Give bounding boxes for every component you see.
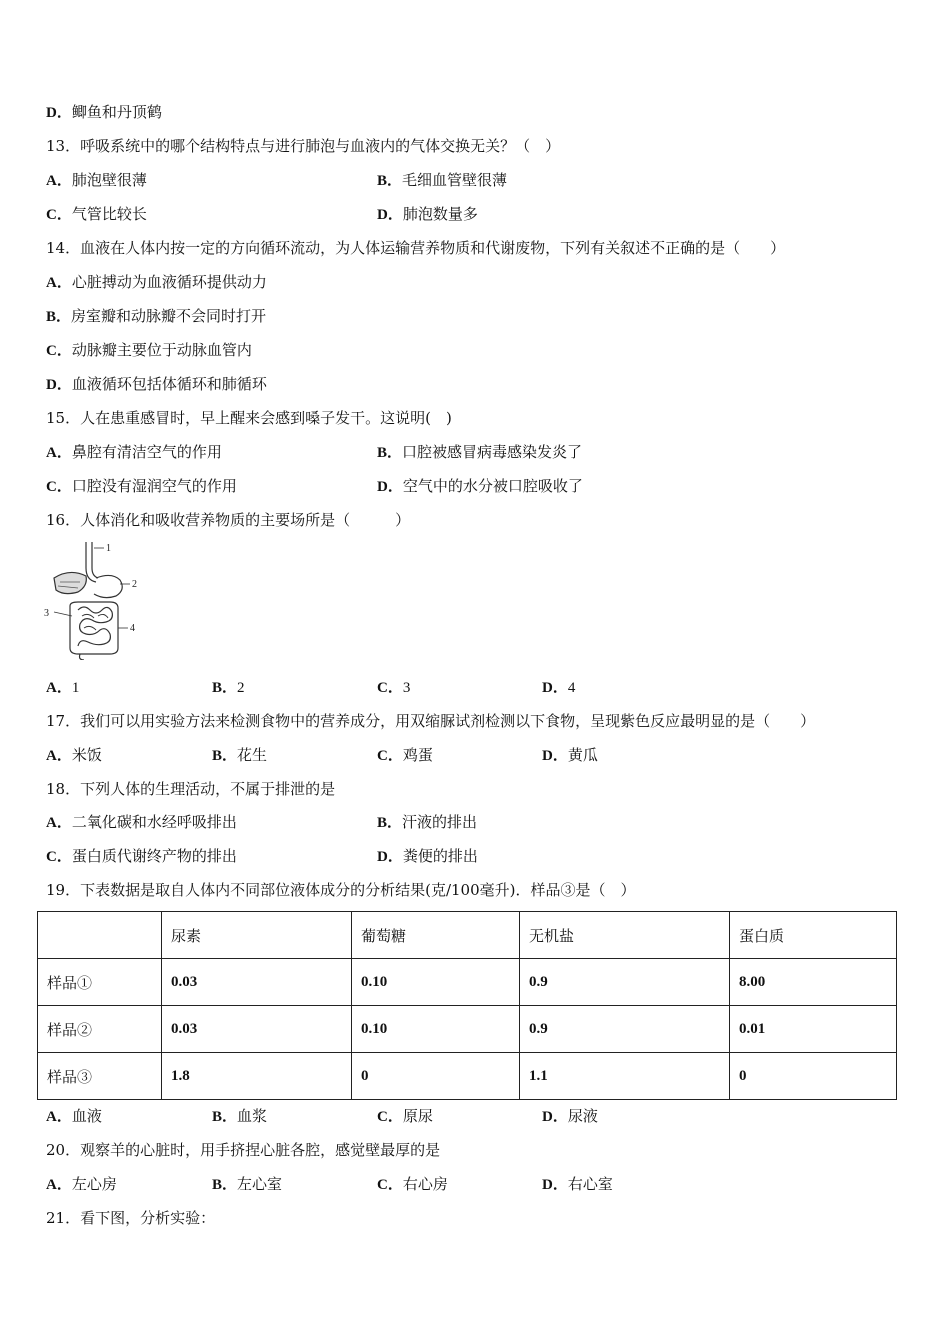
table-row (38, 959, 897, 1006)
q18-option-a: A．二氧化碳和水经呼吸排出 (46, 813, 237, 831)
table-header-cell: 葡萄糖 (352, 912, 520, 959)
table-cell: 8.00 (730, 959, 897, 1006)
q16-option-d: D．4 (542, 680, 576, 696)
table-row-label: 样品① (38, 959, 162, 1006)
stomach-shape (94, 575, 122, 597)
q18-option-b: B．汗液的排出 (377, 813, 478, 831)
table-cell: 0.9 (520, 959, 730, 1006)
table-cell: 0.03 (162, 959, 352, 1006)
q15-option-c: C．口腔没有湿润空气的作用 (46, 477, 237, 495)
q20-stem: 20．观察羊的心脏时，用手挤捏心脏各腔，感觉壁最厚的是 (46, 1141, 441, 1159)
q16-option-b: B．2 (212, 680, 245, 696)
q17-stem: 17．我们可以用实验方法来检测食物中的营养成分，用双缩脲试剂检测以下食物，呈现紫色反应最明显的是（ ） (46, 712, 816, 730)
q16-option-a: A．1 (46, 680, 80, 696)
q15-option-d: D．空气中的水分被口腔吸收了 (377, 477, 583, 495)
table-cell: 0.9 (520, 1006, 730, 1053)
q13-option-b: B．毛细血管壁很薄 (377, 171, 508, 189)
table-row-label: 样品② (38, 1006, 162, 1053)
q15-stem: 15．人在患重感冒时，早上醒来会感到嗓子发干。这说明( ) (46, 409, 452, 427)
q18-stem: 18．下列人体的生理活动，不属于排泄的是 (46, 780, 336, 798)
q16-option-c: C．3 (377, 680, 411, 696)
q17-option-d: D．黄瓜 (542, 746, 598, 764)
q21-stem: 21．看下图，分析实验： (46, 1209, 216, 1227)
q16-stem: 16．人体消化和吸收营养物质的主要场所是（ ） (46, 511, 411, 529)
q20-option-c: C．右心房 (377, 1175, 448, 1193)
figure-label-4: 4 (130, 623, 135, 634)
table-cell: 0.10 (352, 1006, 520, 1053)
q14-option-a: A．心脏搏动为血液循环提供动力 (46, 273, 267, 291)
q15-option-b: B．口腔被感冒病毒感染发炎了 (377, 443, 583, 461)
table-cell: 0 (730, 1053, 897, 1100)
table-header-cell: 无机盐 (520, 912, 730, 959)
table-header-cell: 尿素 (162, 912, 352, 959)
q17-option-c: C．鸡蛋 (377, 746, 433, 764)
q19-option-d: D．尿液 (542, 1107, 598, 1125)
q15-option-a: A．鼻腔有清洁空气的作用 (46, 443, 222, 461)
q19-data-table (37, 911, 897, 1100)
q13-stem: 13．呼吸系统中的哪个结构特点与进行肺泡与血液内的气体交换无关？（ ） (46, 137, 561, 155)
q19-stem: 19．下表数据是取自人体内不同部位液体成分的分析结果(克/100毫升)．样品③是（ ） (46, 881, 636, 899)
q18-option-d: D．粪便的排出 (377, 847, 478, 865)
table-cell: 1.1 (520, 1053, 730, 1100)
q14-stem: 14．血液在人体内按一定的方向循环流动，为人体运输营养物质和代谢废物，下列有关叙述不正确的是（ ） (46, 239, 786, 257)
figure-label-3: 3 (44, 608, 49, 619)
q13-option-d: D．肺泡数量多 (377, 205, 478, 223)
liver-shape (54, 572, 86, 593)
q14-option-b: B．房室瓣和动脉瓣不会同时打开 (46, 307, 267, 325)
table-cell: 0.10 (352, 959, 520, 1006)
q20-option-d: D．右心室 (542, 1175, 613, 1193)
table-header-row (38, 912, 897, 959)
figure-label-1: 1 (106, 543, 111, 554)
q20-option-b: B．左心室 (212, 1175, 283, 1193)
q14-option-d: D．血液循环包括体循环和肺循环 (46, 375, 267, 393)
table-row-label: 样品③ (38, 1053, 162, 1100)
q18-option-c: C．蛋白质代谢终产物的排出 (46, 847, 237, 865)
q19-option-b: B．血浆 (212, 1107, 268, 1125)
table-cell: 1.8 (162, 1053, 352, 1100)
table-cell: 0 (352, 1053, 520, 1100)
q13-option-a: A．肺泡壁很薄 (46, 171, 147, 189)
q13-option-c: C．气管比较长 (46, 205, 147, 223)
q14-option-c: C．动脉瓣主要位于动脉血管内 (46, 341, 252, 359)
figure-label-2: 2 (132, 579, 137, 590)
q12-option-d: D．鲫鱼和丹顶鹤 (46, 103, 162, 121)
q20-option-a: A．左心房 (46, 1175, 117, 1193)
q19-option-c: C．原尿 (377, 1107, 433, 1125)
esophagus-shape (92, 542, 98, 578)
q17-option-a: A．米饭 (46, 746, 102, 764)
q19-option-a: A．血液 (46, 1107, 102, 1125)
digestive-system-figure (40, 538, 150, 660)
small-intestine-shape (78, 607, 112, 646)
q17-option-b: B．花生 (212, 746, 268, 764)
table-cell: 0.01 (730, 1006, 897, 1053)
table-cell: 0.03 (162, 1006, 352, 1053)
table-header-cell: 蛋白质 (730, 912, 897, 959)
table-row (38, 1053, 897, 1100)
table-row (38, 1006, 897, 1053)
table-header-cell (38, 912, 162, 959)
